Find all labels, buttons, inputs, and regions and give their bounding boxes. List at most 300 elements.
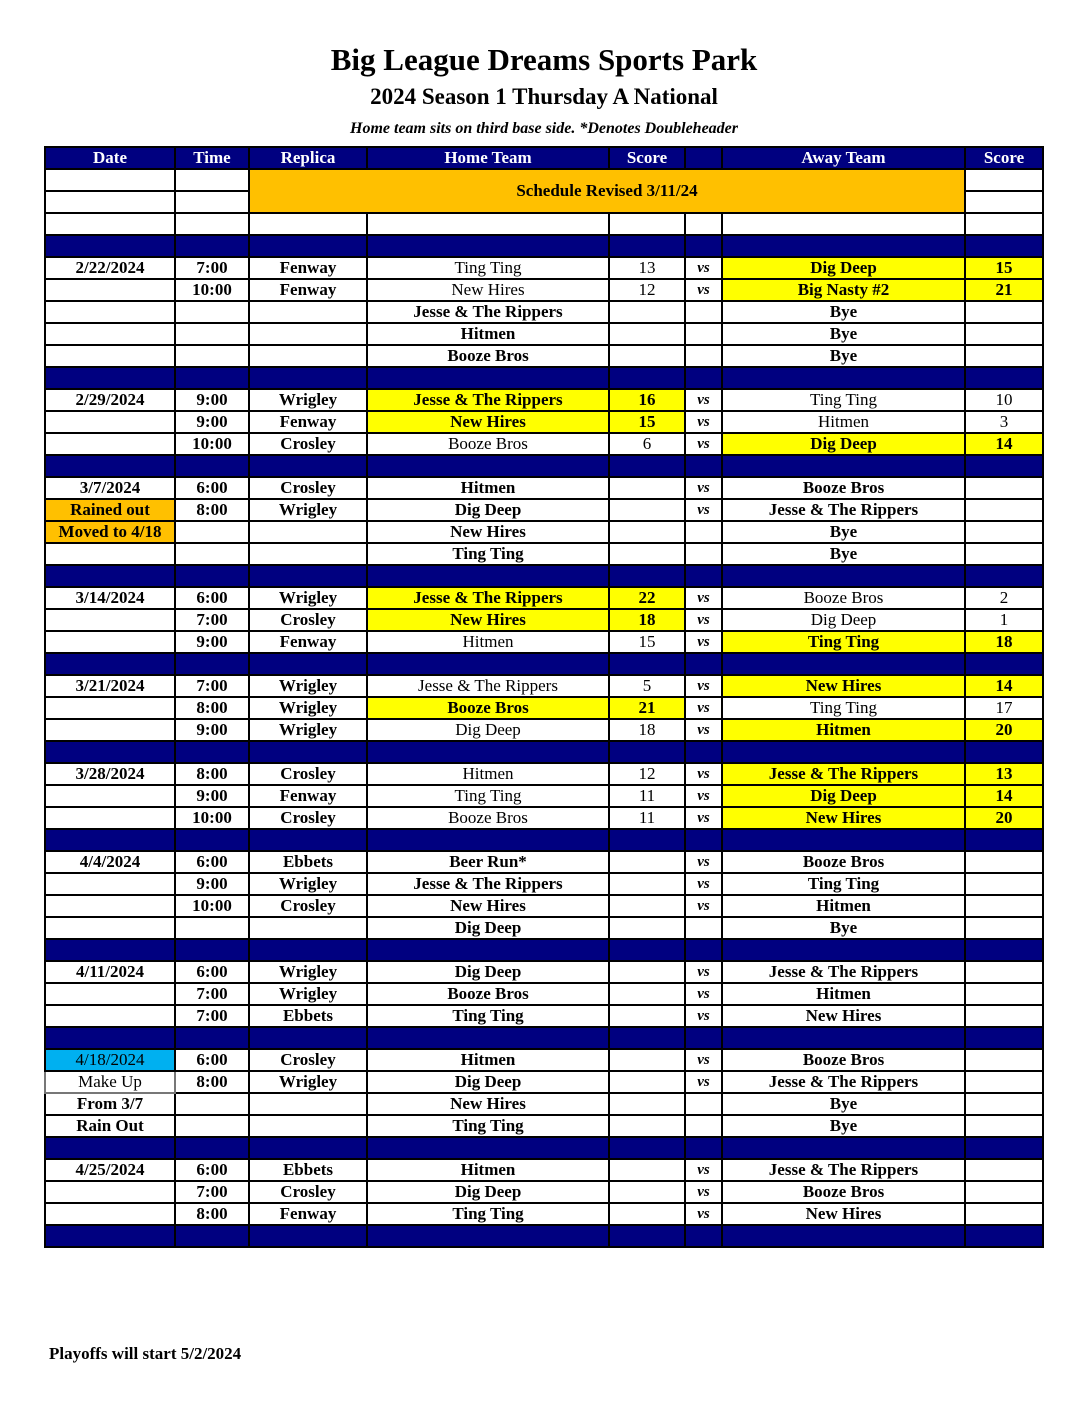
away-score-cell: 14 [965, 433, 1043, 455]
home-score-cell [609, 477, 685, 499]
separator-cell [45, 1027, 175, 1049]
replica-cell: Wrigley [249, 719, 367, 741]
replica-cell: Wrigley [249, 873, 367, 895]
separator-cell [175, 367, 249, 389]
date-cell [45, 433, 175, 455]
separator-cell [609, 367, 685, 389]
date-cell [45, 895, 175, 917]
home-team-cell: Dig Deep [367, 917, 609, 939]
vs-cell: vs [685, 785, 722, 807]
game-row [45, 301, 1043, 323]
home-score-cell [609, 345, 685, 367]
home-score-cell: 22 [609, 587, 685, 609]
away-score-cell: 1 [965, 609, 1043, 631]
separator-cell [685, 565, 722, 587]
page-title: Big League Dreams Sports Park [330, 42, 758, 77]
home-team-cell: Ting Ting [367, 785, 609, 807]
home-team-cell: Dig Deep [367, 1071, 609, 1093]
home-team-cell: Ting Ting [367, 1005, 609, 1027]
time-cell: 9:00 [175, 873, 249, 895]
time-cell [175, 323, 249, 345]
blank-row [45, 169, 1043, 191]
cell [965, 169, 1043, 191]
home-score-cell [609, 499, 685, 521]
date-cell: 4/25/2024 [45, 1159, 175, 1181]
game-row [45, 477, 1043, 499]
vs-cell: vs [685, 675, 722, 697]
header-home-team: Home Team [367, 147, 609, 169]
cell [45, 213, 175, 235]
time-cell: 7:00 [175, 1181, 249, 1203]
time-cell: 9:00 [175, 411, 249, 433]
game-row [45, 851, 1043, 873]
separator-cell [609, 1137, 685, 1159]
away-score-cell: 2 [965, 587, 1043, 609]
home-score-cell [609, 917, 685, 939]
vs-cell: vs [685, 1005, 722, 1027]
away-score-cell [965, 323, 1043, 345]
time-cell: 9:00 [175, 389, 249, 411]
away-team-cell: New Hires [722, 1203, 965, 1225]
time-cell: 8:00 [175, 499, 249, 521]
blank-row [45, 213, 1043, 235]
home-team-cell: Booze Bros [367, 983, 609, 1005]
game-row [45, 389, 1043, 411]
home-score-cell [609, 851, 685, 873]
separator-cell [965, 939, 1043, 961]
separator-cell [609, 829, 685, 851]
home-score-cell [609, 1005, 685, 1027]
replica-cell: Crosley [249, 763, 367, 785]
home-score-cell [609, 1115, 685, 1137]
separator-cell [685, 653, 722, 675]
home-team-cell: Dig Deep [367, 961, 609, 983]
replica-cell: Fenway [249, 1203, 367, 1225]
game-row [45, 1071, 1043, 1093]
game-row [45, 323, 1043, 345]
home-score-cell [609, 873, 685, 895]
away-team-cell: Dig Deep [722, 433, 965, 455]
away-score-cell [965, 961, 1043, 983]
week-separator [45, 565, 1043, 587]
date-cell [45, 697, 175, 719]
away-team-cell: Bye [722, 543, 965, 565]
date-cell: Rained out [45, 499, 175, 521]
vs-cell: vs [685, 961, 722, 983]
time-cell: 6:00 [175, 961, 249, 983]
game-row [45, 1159, 1043, 1181]
home-team-cell: Ting Ting [367, 1115, 609, 1137]
game-row [45, 1093, 1043, 1115]
vs-cell: vs [685, 697, 722, 719]
away-score-cell: 18 [965, 631, 1043, 653]
schedule-revised-banner: Schedule Revised 3/11/24 [249, 169, 965, 213]
away-score-cell [965, 1071, 1043, 1093]
separator-cell [722, 829, 965, 851]
time-cell: 8:00 [175, 1203, 249, 1225]
separator-cell [965, 565, 1043, 587]
away-score-cell [965, 521, 1043, 543]
away-team-cell: Jesse & The Rippers [722, 1159, 965, 1181]
date-cell: 2/29/2024 [45, 389, 175, 411]
replica-cell [249, 1115, 367, 1137]
away-team-cell: Jesse & The Rippers [722, 1071, 965, 1093]
date-cell [45, 279, 175, 301]
cell [249, 213, 367, 235]
home-team-cell: New Hires [367, 279, 609, 301]
date-cell: 4/11/2024 [45, 961, 175, 983]
home-score-cell: 11 [609, 807, 685, 829]
home-team-cell: New Hires [367, 521, 609, 543]
time-cell: 10:00 [175, 279, 249, 301]
away-team-cell: Dig Deep [722, 609, 965, 631]
away-score-cell [965, 1049, 1043, 1071]
separator-cell [722, 235, 965, 257]
time-cell [175, 917, 249, 939]
date-cell [45, 983, 175, 1005]
separator-cell [45, 1137, 175, 1159]
week-separator [45, 235, 1043, 257]
separator-cell [609, 1027, 685, 1049]
date-cell [45, 873, 175, 895]
game-row [45, 983, 1043, 1005]
home-team-cell: Beer Run* [367, 851, 609, 873]
separator-cell [175, 565, 249, 587]
replica-cell: Fenway [249, 257, 367, 279]
schedule-note: Home team sits on third base side. *Denotes Doubleheader [350, 120, 738, 137]
home-team-cell: Ting Ting [367, 257, 609, 279]
separator-cell [249, 565, 367, 587]
date-cell [45, 917, 175, 939]
away-score-cell: 14 [965, 785, 1043, 807]
time-cell: 6:00 [175, 1049, 249, 1071]
time-cell: 10:00 [175, 433, 249, 455]
vs-cell: vs [685, 433, 722, 455]
home-team-cell: Dig Deep [367, 499, 609, 521]
away-score-cell: 10 [965, 389, 1043, 411]
separator-cell [175, 741, 249, 763]
away-score-cell [965, 301, 1043, 323]
game-row [45, 631, 1043, 653]
away-team-cell: Jesse & The Rippers [722, 961, 965, 983]
cell [685, 213, 722, 235]
separator-cell [45, 235, 175, 257]
replica-cell: Crosley [249, 1049, 367, 1071]
home-score-cell: 11 [609, 785, 685, 807]
home-team-cell: Hitmen [367, 1159, 609, 1181]
separator-cell [609, 653, 685, 675]
header-time: Time [175, 147, 249, 169]
home-score-cell [609, 521, 685, 543]
away-team-cell: New Hires [722, 675, 965, 697]
home-score-cell [609, 1181, 685, 1203]
separator-cell [367, 1137, 609, 1159]
replica-cell [249, 301, 367, 323]
away-score-cell [965, 1203, 1043, 1225]
separator-cell [685, 1027, 722, 1049]
header-away-team: Away Team [722, 147, 965, 169]
date-cell [45, 609, 175, 631]
cell [45, 191, 175, 213]
home-score-cell: 18 [609, 719, 685, 741]
replica-cell: Wrigley [249, 587, 367, 609]
replica-cell: Crosley [249, 807, 367, 829]
replica-cell: Fenway [249, 411, 367, 433]
separator-cell [45, 455, 175, 477]
game-row [45, 345, 1043, 367]
home-score-cell [609, 983, 685, 1005]
replica-cell: Crosley [249, 1181, 367, 1203]
replica-cell: Wrigley [249, 675, 367, 697]
separator-cell [175, 829, 249, 851]
separator-cell [722, 939, 965, 961]
game-row [45, 763, 1043, 785]
separator-cell [965, 1137, 1043, 1159]
replica-cell [249, 1093, 367, 1115]
game-row [45, 411, 1043, 433]
separator-cell [45, 367, 175, 389]
time-cell: 7:00 [175, 257, 249, 279]
date-cell: 3/21/2024 [45, 675, 175, 697]
date-cell [45, 1203, 175, 1225]
vs-cell: vs [685, 763, 722, 785]
time-cell: 8:00 [175, 697, 249, 719]
date-cell: Moved to 4/18 [45, 521, 175, 543]
replica-cell: Fenway [249, 631, 367, 653]
separator-cell [367, 829, 609, 851]
away-team-cell: Ting Ting [722, 389, 965, 411]
home-team-cell: Dig Deep [367, 719, 609, 741]
vs-cell: vs [685, 257, 722, 279]
away-team-cell: Bye [722, 521, 965, 543]
vs-cell: vs [685, 895, 722, 917]
home-team-cell: Hitmen [367, 631, 609, 653]
time-cell: 6:00 [175, 851, 249, 873]
away-score-cell: 17 [965, 697, 1043, 719]
date-cell [45, 1005, 175, 1027]
cell [175, 169, 249, 191]
date-cell [45, 345, 175, 367]
separator-cell [965, 1027, 1043, 1049]
replica-cell: Ebbets [249, 851, 367, 873]
separator-cell [249, 939, 367, 961]
away-team-cell: Hitmen [722, 983, 965, 1005]
vs-cell [685, 521, 722, 543]
away-team-cell: Booze Bros [722, 851, 965, 873]
away-score-cell: 13 [965, 763, 1043, 785]
time-cell [175, 1115, 249, 1137]
vs-cell: vs [685, 851, 722, 873]
vs-cell: vs [685, 719, 722, 741]
time-cell [175, 345, 249, 367]
game-row [45, 785, 1043, 807]
vs-cell [685, 1115, 722, 1137]
time-cell: 7:00 [175, 983, 249, 1005]
home-score-cell [609, 1071, 685, 1093]
separator-cell [45, 653, 175, 675]
separator-cell [249, 653, 367, 675]
home-score-cell: 6 [609, 433, 685, 455]
game-row [45, 917, 1043, 939]
date-cell: 4/4/2024 [45, 851, 175, 873]
home-team-cell: Booze Bros [367, 697, 609, 719]
separator-cell [609, 235, 685, 257]
header-home-score: Score [609, 147, 685, 169]
away-team-cell: Bye [722, 1093, 965, 1115]
date-cell: Make Up [45, 1071, 175, 1093]
game-row [45, 697, 1043, 719]
home-score-cell: 16 [609, 389, 685, 411]
replica-cell: Wrigley [249, 1071, 367, 1093]
cell [722, 213, 965, 235]
separator-cell [722, 653, 965, 675]
separator-cell [722, 455, 965, 477]
home-score-cell: 15 [609, 411, 685, 433]
time-cell: 6:00 [175, 1159, 249, 1181]
week-separator [45, 829, 1043, 851]
separator-cell [367, 1027, 609, 1049]
away-score-cell [965, 983, 1043, 1005]
game-row [45, 1181, 1043, 1203]
separator-cell [367, 367, 609, 389]
away-team-cell: Big Nasty #2 [722, 279, 965, 301]
separator-cell [722, 741, 965, 763]
separator-cell [685, 367, 722, 389]
away-score-cell [965, 1093, 1043, 1115]
game-row [45, 1049, 1043, 1071]
time-cell: 8:00 [175, 1071, 249, 1093]
separator-cell [249, 1137, 367, 1159]
game-row [45, 675, 1043, 697]
time-cell: 6:00 [175, 477, 249, 499]
away-score-cell: 15 [965, 257, 1043, 279]
home-team-cell: Booze Bros [367, 433, 609, 455]
game-row [45, 719, 1043, 741]
cell [175, 213, 249, 235]
home-team-cell: Jesse & The Rippers [367, 675, 609, 697]
away-team-cell: Hitmen [722, 895, 965, 917]
home-score-cell: 13 [609, 257, 685, 279]
separator-cell [175, 1225, 249, 1247]
away-score-cell [965, 1181, 1043, 1203]
home-score-cell: 18 [609, 609, 685, 631]
cell [609, 213, 685, 235]
game-row [45, 543, 1043, 565]
page-subtitle: 2024 Season 1 Thursday A National [370, 84, 718, 109]
separator-cell [685, 235, 722, 257]
separator-cell [965, 235, 1043, 257]
home-team-cell: Jesse & The Rippers [367, 873, 609, 895]
time-cell [175, 301, 249, 323]
separator-cell [45, 1225, 175, 1247]
vs-cell [685, 301, 722, 323]
date-cell [45, 631, 175, 653]
vs-cell: vs [685, 1181, 722, 1203]
replica-cell [249, 543, 367, 565]
home-score-cell: 12 [609, 279, 685, 301]
date-cell: From 3/7 [45, 1093, 175, 1115]
separator-cell [367, 1225, 609, 1247]
separator-cell [965, 1225, 1043, 1247]
vs-cell: vs [685, 983, 722, 1005]
away-team-cell: Bye [722, 1115, 965, 1137]
date-cell [45, 301, 175, 323]
away-team-cell: Booze Bros [722, 477, 965, 499]
home-score-cell: 21 [609, 697, 685, 719]
week-separator [45, 1137, 1043, 1159]
vs-cell: vs [685, 279, 722, 301]
away-team-cell: Ting Ting [722, 873, 965, 895]
date-cell [45, 1181, 175, 1203]
away-score-cell [965, 1159, 1043, 1181]
separator-cell [249, 1027, 367, 1049]
replica-cell: Wrigley [249, 697, 367, 719]
away-score-cell [965, 1005, 1043, 1027]
vs-cell: vs [685, 1049, 722, 1071]
vs-cell [685, 345, 722, 367]
home-team-cell: Hitmen [367, 763, 609, 785]
replica-cell [249, 521, 367, 543]
time-cell: 8:00 [175, 763, 249, 785]
away-team-cell: Bye [722, 917, 965, 939]
week-separator [45, 939, 1043, 961]
away-team-cell: Jesse & The Rippers [722, 499, 965, 521]
cell [175, 191, 249, 213]
vs-cell [685, 917, 722, 939]
separator-cell [367, 653, 609, 675]
separator-cell [249, 741, 367, 763]
date-cell: 3/7/2024 [45, 477, 175, 499]
replica-cell: Crosley [249, 433, 367, 455]
separator-cell [175, 455, 249, 477]
separator-cell [45, 741, 175, 763]
away-score-cell: 3 [965, 411, 1043, 433]
replica-cell: Wrigley [249, 499, 367, 521]
game-row [45, 279, 1043, 301]
home-team-cell: Hitmen [367, 1049, 609, 1071]
time-cell: 10:00 [175, 807, 249, 829]
vs-cell: vs [685, 389, 722, 411]
home-team-cell: New Hires [367, 411, 609, 433]
home-team-cell: Ting Ting [367, 543, 609, 565]
separator-cell [722, 1137, 965, 1159]
away-team-cell: Booze Bros [722, 1181, 965, 1203]
separator-cell [45, 939, 175, 961]
time-cell: 9:00 [175, 719, 249, 741]
home-team-cell: Dig Deep [367, 1181, 609, 1203]
game-row [45, 257, 1043, 279]
home-team-cell: New Hires [367, 609, 609, 631]
separator-cell [722, 367, 965, 389]
vs-cell: vs [685, 873, 722, 895]
home-score-cell [609, 301, 685, 323]
vs-cell: vs [685, 1203, 722, 1225]
replica-cell: Wrigley [249, 961, 367, 983]
away-team-cell: Ting Ting [722, 631, 965, 653]
separator-cell [609, 455, 685, 477]
separator-cell [685, 455, 722, 477]
date-cell: 3/14/2024 [45, 587, 175, 609]
separator-cell [249, 829, 367, 851]
header-away-score: Score [965, 147, 1043, 169]
away-team-cell: Jesse & The Rippers [722, 763, 965, 785]
separator-cell [45, 829, 175, 851]
time-cell: 10:00 [175, 895, 249, 917]
away-score-cell [965, 499, 1043, 521]
away-team-cell: Dig Deep [722, 785, 965, 807]
separator-cell [965, 367, 1043, 389]
separator-cell [367, 455, 609, 477]
